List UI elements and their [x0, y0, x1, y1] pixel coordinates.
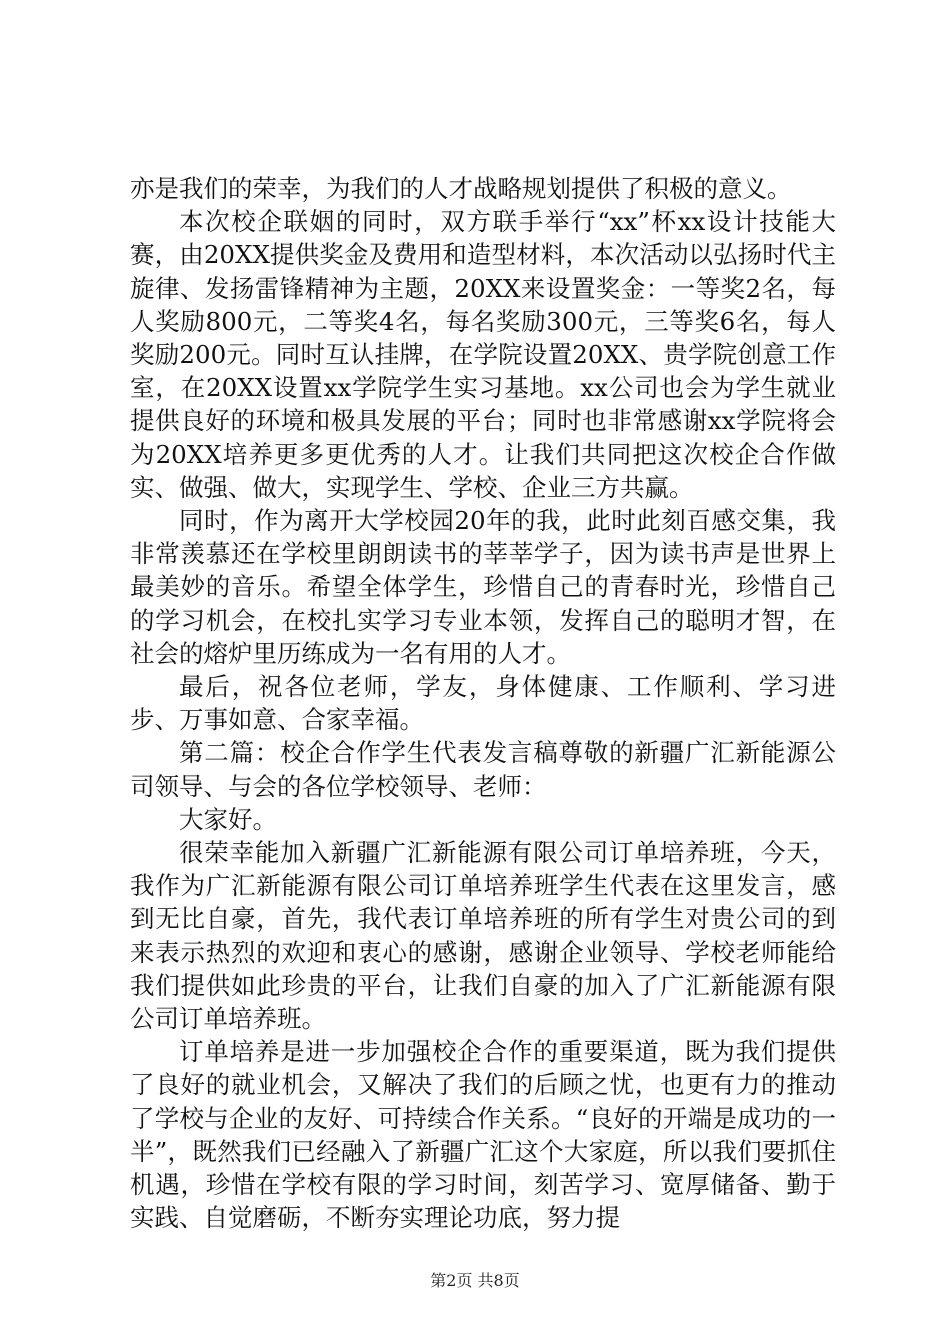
section-heading-second-article: 第二篇：校企合作学生代表发言稿尊敬的新疆广汇新能源公司领导、与会的各位学校领导、老师：: [130, 738, 836, 801]
page-number-footer: 第2页 共8页: [430, 1271, 520, 1290]
paragraph-order-training: 订单培养是进一步加强校企合作的重要渠道，既为我们提供了良好的就业机会，又解决了我们的后顾之忧，也更有力的推动了学校与企业的友好、可持续合作关系。“良好的开端是成功的一半”，既然我们已经融入了新疆广汇这个大家庭，所以我们要抓住机遇，珍惜在学校有限的学习时间，刻苦学习、宽厚储备、勤于实践、自觉磨砺，不断夯实理论功底，努力提: [130, 1037, 836, 1233]
paragraph-continuation: 亦是我们的荣幸，为我们的人才战略规划提供了积极的意义。: [130, 174, 792, 203]
paragraph-closing-wishes: 最后，祝各位老师，学友，身体健康、工作顺利、学习进步、万事如意、合家幸福。: [130, 672, 836, 735]
paragraph-greeting: 大家好。: [179, 804, 277, 834]
document-body: [130, 172, 836, 1235]
paragraph-competition: 本次校企联姻的同时，双方联手举行“xx”杯xx设计技能大赛，由20XX提供奖金及费用和造型材料，本次活动以弘扬时代主旋律、发扬雷锋精神为主题，20XX来设置奖金：一等奖2名，每人奖励800元，二等奖4名，每名奖励300元，三等奖6名，每人奖励200元。同时互认挂牌，在学院设置20XX、贵学院创意工作室，在20XX设置xx学院学生实习基地。xx公司也会为学生就业提供良好的环境和极具发展的平台；同时也非常感谢xx学院将会为20XX培养更多更优秀的人才。让我们共同把这次校企合作做实、做强、做大，实现学生、学校、企业三方共赢。: [130, 207, 836, 502]
paragraph-reflection: 同时，作为离开大学校园20年的我，此时此刻百感交集，我非常羡慕还在学校里朗朗读书的莘莘学子，因为读书声是世界上最美妙的音乐。希望全体学生，珍惜自己的青春时光，珍惜自己的学习机会，在校扎实学习专业本领，发挥自己的聪明才智，在社会的熔炉里历练成为一名有用的人才。: [130, 506, 836, 668]
paragraph-introduction: 很荣幸能加入新疆广汇新能源有限公司订单培养班，今天，我作为广汇新能源有限公司订单培养班学生代表在这里发言，感到无比自豪，首先，我代表订单培养班的所有学生对贵公司的到来表示热烈的欢迎和衷心的感谢，感谢企业领导、学校老师能给我们提供如此珍贵的平台，让我们自豪的加入了广汇新能源有限公司订单培养班。: [130, 838, 836, 1034]
